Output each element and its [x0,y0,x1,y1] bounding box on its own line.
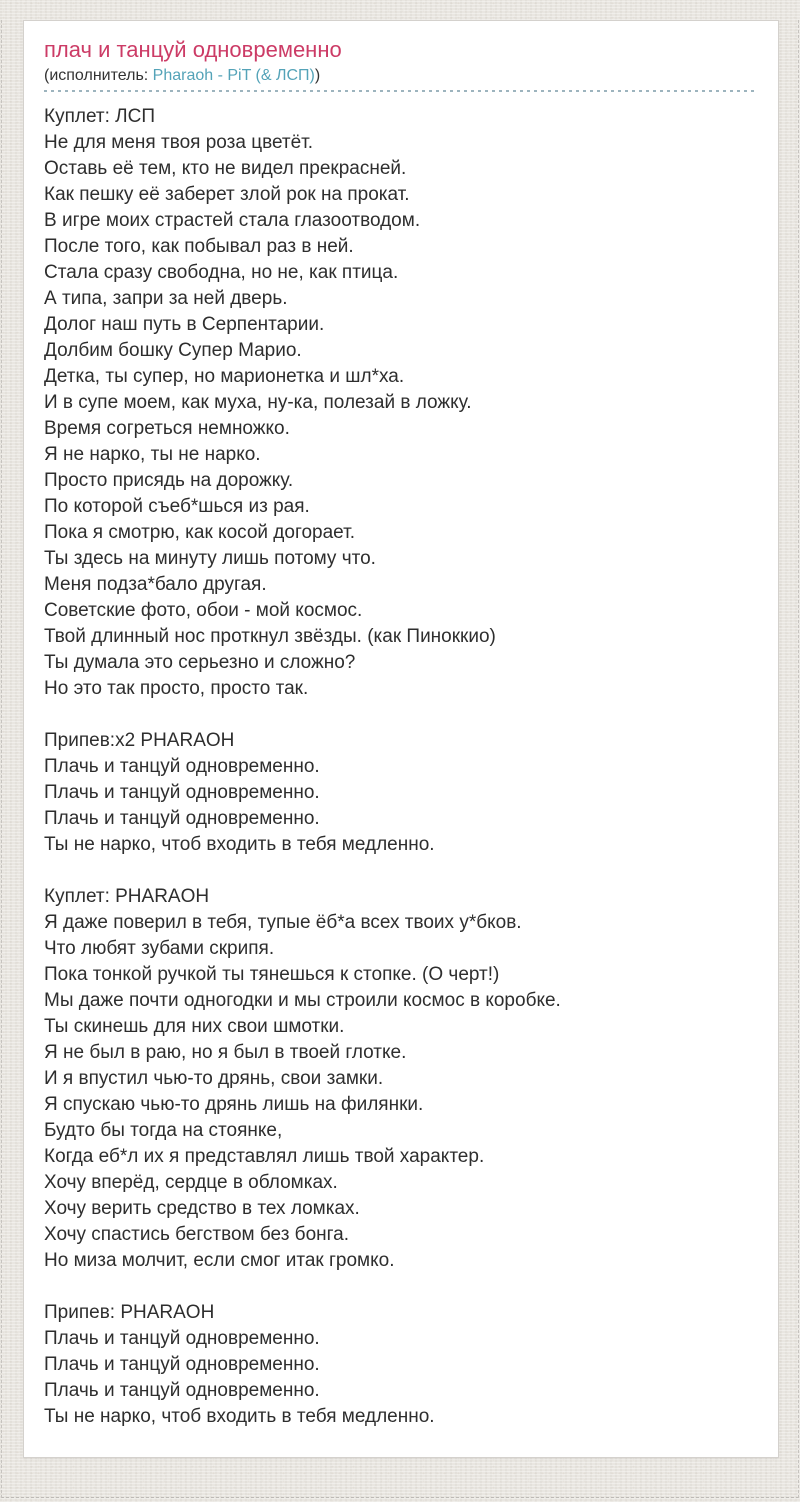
lyrics-line: Плачь и танцуй одновременно. [44,808,320,829]
lyrics-line: Плачь и танцуй одновременно. [44,782,320,803]
lyrics-block [44,728,758,858]
lyrics-line: Хочу вперёд, сердце в обломках. [44,1172,338,1193]
lyrics-line: Твой длинный нос проткнул звёзды. (как Пиноккио) [44,626,496,647]
lyrics-body [44,104,758,1430]
page-frame [1,20,799,1498]
lyrics-line: Стала сразу свободна, но не, как птица. [44,262,399,283]
lyrics-line: Будто бы тогда на стоянке, [44,1120,283,1141]
lyrics-line: Советские фото, обои - мой космос. [44,600,363,621]
lyrics-line: Но миза молчит, если смог итак громко. [44,1250,395,1271]
lyrics-line: Ты не нарко, чтоб входить в тебя медленно. [44,1406,435,1427]
lyrics-line: Просто присядь на дорожку. [44,470,294,491]
lyrics-line: Я не нарко, ты не нарко. [44,444,261,465]
lyrics-block [44,104,758,702]
lyrics-line: Пока тонкой ручкой ты тянешься к стопке. (О черт!) [44,964,500,985]
lyrics-line: Как пешку её заберет злой рок на прокат. [44,184,410,205]
lyrics-line: Хочу верить средство в тех ломках. [44,1198,360,1219]
lyrics-line: Пока я смотрю, как косой догорает. [44,522,355,543]
lyrics-line: Время согреться немножко. [44,418,290,439]
lyrics-line: Плачь и танцуй одновременно. [44,1354,320,1375]
lyrics-line: И я впустил чью-то дрянь, свои замки. [44,1068,384,1089]
lyrics-line: Долбим бошку Супер Марио. [44,340,302,361]
lyrics-line: Но это так просто, просто так. [44,678,309,699]
lyrics-block [44,1300,758,1430]
lyrics-line: Мы даже почти одногодки и мы строили космос в коробке. [44,990,561,1011]
lyrics-line: Припев:x2 PHARAOH [44,730,235,751]
lyrics-line: Куплет: PHARAOH [44,886,210,907]
lyrics-line: И в супе моем, как муха, ну-ка, полезай в ложку. [44,392,472,413]
lyrics-line: Ты не нарко, чтоб входить в тебя медленно. [44,834,435,855]
lyrics-line: Что любят зубами скрипя. [44,938,275,959]
lyrics-line: Хочу спастись бегством без бонга. [44,1224,349,1245]
lyrics-line: Долог наш путь в Серпентарии. [44,314,325,335]
lyrics-line: А типа, запри за ней дверь. [44,288,288,309]
lyrics-block [44,884,758,1274]
lyrics-line: Когда еб*л их я представлял лишь твой характер. [44,1146,485,1167]
lyrics-line: Плачь и танцуй одновременно. [44,756,320,777]
lyrics-line: Ты скинешь для них свои шмотки. [44,1016,345,1037]
lyrics-line: Я не был в раю, но я был в твоей глотке. [44,1042,407,1063]
lyrics-line: После того, как побывал раз в ней. [44,236,354,257]
lyrics-line: Плачь и танцуй одновременно. [44,1328,320,1349]
lyrics-line: Плачь и танцуй одновременно. [44,1380,320,1401]
lyrics-card [23,20,779,1458]
lyrics-line: Ты думала это серьезно и сложно? [44,652,356,673]
lyrics-line: В игре моих страстей стала глазоотводом. [44,210,421,231]
lyrics-line: Припев: PHARAOH [44,1302,215,1323]
lyrics-line: Меня подза*бало другая. [44,574,267,595]
lyrics-line: Оставь её тем, кто не видел прекрасней. [44,158,407,179]
lyrics-line: Детка, ты супер, но марионетка и шл*ха. [44,366,405,387]
lyrics-line: Не для меня твоя роза цветёт. [44,132,314,153]
lyrics-line: Ты здесь на минуту лишь потому что. [44,548,376,569]
artist-link[interactable]: Pharaoh - PiT (& ЛСП) [152,67,315,84]
lyrics-line: Куплет: ЛСП [44,106,155,127]
lyrics-line: По которой съеб*шься из рая. [44,496,310,517]
lyrics-line: Я даже поверил в тебя, тупые ёб*а всех твоих у*бков. [44,912,522,933]
artist-label: (исполнитель: [44,67,153,84]
lyrics-line: Я спускаю чью-то дрянь лишь на филянки. [44,1094,424,1115]
artist-line-suffix: ) [314,67,321,84]
song-title: плач и танцуй одновременно [44,37,342,62]
artist-line [44,65,758,87]
dotted-separator [44,90,758,92]
